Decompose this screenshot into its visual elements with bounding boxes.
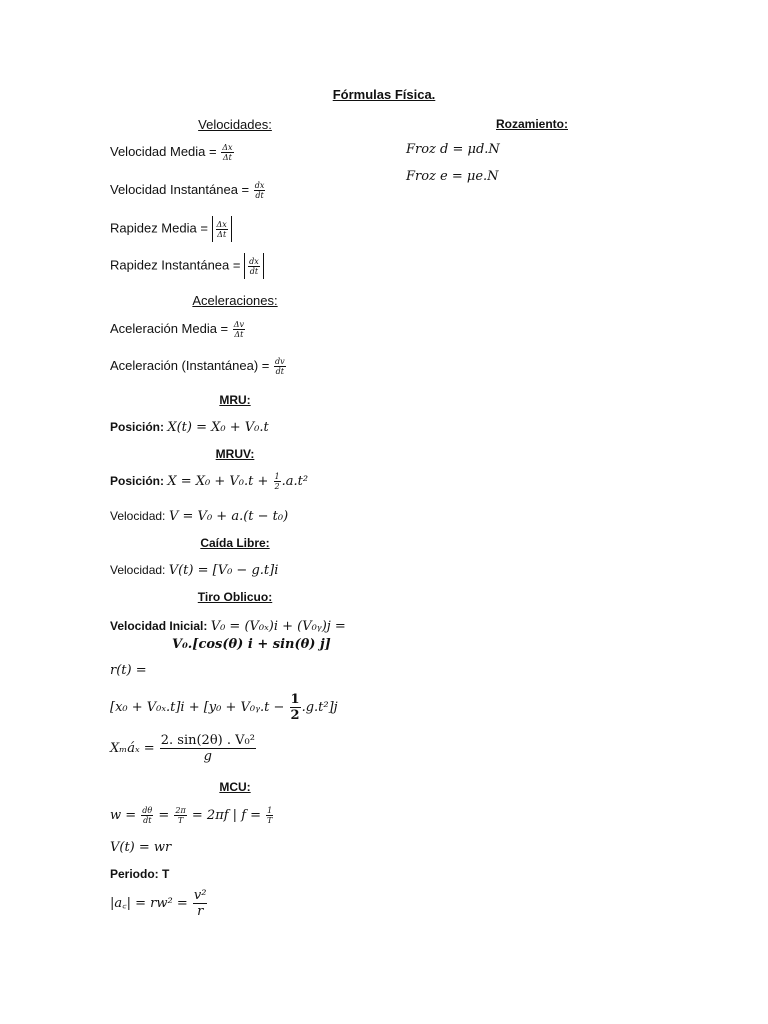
- formula-mruv-pos-a: X = X₀ + V₀.t +: [167, 473, 273, 489]
- frac-den: 2: [274, 482, 280, 491]
- frac-den: dt: [249, 266, 259, 276]
- frac-num: Δv: [233, 320, 245, 329]
- row-mruv-velocidad: [110, 508, 288, 524]
- row-velocidad-inicial-2: [172, 636, 331, 652]
- row-caida-velocidad: [110, 562, 278, 578]
- frac-num: dv: [274, 357, 285, 366]
- formula-mruv-vel: V = V₀ + a.(t − t₀): [169, 509, 289, 524]
- fraction-dx-dt: [248, 257, 260, 276]
- formula-w-lhs: w =: [110, 807, 141, 823]
- row-mruv-posicion: [110, 472, 308, 491]
- formula-ac-lhs: |a꜀| = rw² =: [110, 895, 192, 911]
- fraction-half-big: [290, 692, 301, 723]
- frac-num: dx: [254, 181, 265, 190]
- heading-mru: MRU:: [219, 393, 251, 407]
- label-velocidad-instantanea: Velocidad Instantánea =: [110, 181, 253, 197]
- formula-r-t: r(t) =: [110, 663, 147, 678]
- frac-num: dx: [249, 256, 259, 266]
- heading-mruv: MRUV:: [215, 447, 255, 461]
- formula-mru-pos: X(t) = X₀ + V₀.t: [167, 420, 269, 435]
- frac-num: Δx: [216, 219, 227, 229]
- formula-froz-d: Froz d = μd.N: [406, 142, 500, 157]
- label-rapidez-instantanea: Rapidez Instantánea =: [110, 257, 245, 273]
- label-aceleracion-media: Aceleración Media =: [110, 320, 232, 336]
- label-rapidez-media: Rapidez Media =: [110, 220, 212, 236]
- frac-den: g: [203, 749, 212, 764]
- label-posicion: Posición:: [110, 420, 168, 434]
- row-ac: [110, 888, 208, 919]
- formula-xmax-lhs: Xₘáₓ =: [110, 740, 159, 756]
- fraction-dtheta-dt: [141, 806, 153, 825]
- abs-value: [244, 253, 264, 279]
- row-velocidad-instantanea: [110, 181, 266, 200]
- formula-v0-line1: V₀ = (V₀ₓ)i + (V₀ᵧ)j =: [210, 619, 346, 634]
- heading-velocidades: Velocidades:: [198, 117, 272, 132]
- row-velocidad-inicial: [110, 618, 346, 634]
- label-velocidad: Velocidad:: [110, 509, 166, 523]
- label-velocidad-inicial: Velocidad Inicial:: [110, 619, 211, 633]
- formula-r-t-b: .g.t²]j: [301, 699, 338, 715]
- row-aceleracion-instantanea: [110, 357, 287, 376]
- label-velocidad: Velocidad:: [110, 563, 169, 577]
- fraction-half: [274, 472, 281, 491]
- frac-num: Δx: [222, 143, 233, 152]
- row-r-t-expr: [110, 692, 338, 723]
- heading-caida-libre: Caída Libre:: [200, 536, 270, 550]
- frac-den: r: [197, 904, 204, 919]
- formula-w-mid: = 2πf | f =: [187, 807, 266, 823]
- formula-v0-line2: V₀.[cos(θ) i + sin(θ) j]: [172, 637, 331, 652]
- label-velocidad-media: Velocidad Media =: [110, 143, 221, 159]
- formula-mruv-pos-b: .a.t²: [281, 473, 309, 489]
- formula-mcu-v: V(t) = wr: [110, 840, 172, 855]
- fraction-1-T: [266, 806, 273, 825]
- fraction-dx-dt: [254, 181, 266, 200]
- frac-den: 2: [290, 708, 300, 723]
- frac-num: 2. sin(2θ) . V₀²: [160, 733, 255, 748]
- fraction-dv-dt: [274, 357, 286, 376]
- frac-num: 1: [274, 472, 280, 481]
- row-velocidad-media: [110, 143, 235, 162]
- formula-froz-e: Froz e = μe.N: [406, 169, 499, 184]
- frac-den: dt: [275, 367, 284, 376]
- fraction-dv-dt: [233, 320, 245, 339]
- frac-den: dt: [255, 191, 264, 200]
- label-periodo: Periodo: T: [110, 867, 170, 881]
- heading-aceleraciones: Aceleraciones:: [192, 293, 278, 308]
- row-xmax: [110, 733, 257, 764]
- row-mru-posicion: [110, 419, 269, 435]
- row-aceleracion-media: [110, 320, 246, 339]
- frac-den: T: [267, 816, 273, 825]
- fraction-xmax: [160, 733, 256, 764]
- frac-num: dθ: [142, 806, 153, 815]
- frac-num: v²: [193, 888, 207, 903]
- frac-num: 2π: [175, 806, 186, 815]
- row-rapidez-media: [110, 216, 232, 242]
- frac-num: 1: [267, 806, 273, 815]
- frac-den: Δt: [234, 330, 244, 339]
- formula-caida-vel: V(t) = [V₀ − g.t]i: [168, 563, 279, 578]
- heading-tiro-oblicuo: Tiro Oblicuo:: [197, 590, 273, 604]
- frac-den: Δt: [217, 229, 227, 239]
- fraction-v2-r: [193, 888, 208, 919]
- heading-mcu: MCU:: [219, 780, 251, 794]
- frac-num: 1: [290, 692, 300, 707]
- formula-r-t-a: [x₀ + V₀ₓ.t]i + [y₀ + V₀ᵧ.t −: [110, 699, 289, 715]
- label-aceleracion-instantanea: Aceleración (Instantánea) =: [110, 357, 273, 373]
- fraction-2pi-T: [174, 806, 186, 825]
- page-title: Fórmulas Física.: [332, 87, 436, 102]
- frac-den: dt: [143, 816, 152, 825]
- heading-rozamiento: Rozamiento:: [496, 117, 568, 131]
- row-mcu-w: w = $\frac{d\theta}{dt}$ = $\frac{2\pi}{T}$ = 2πf | f = $\frac{1}{T}$: [110, 806, 273, 825]
- frac-den: T: [177, 816, 184, 825]
- row-rapidez-instantanea: [110, 253, 264, 279]
- frac-den: Δt: [222, 153, 232, 162]
- fraction-dx-dt: [221, 143, 233, 162]
- fraction-dx-dt: [216, 220, 228, 239]
- abs-value: [212, 216, 232, 242]
- label-posicion: Posición:: [110, 473, 168, 488]
